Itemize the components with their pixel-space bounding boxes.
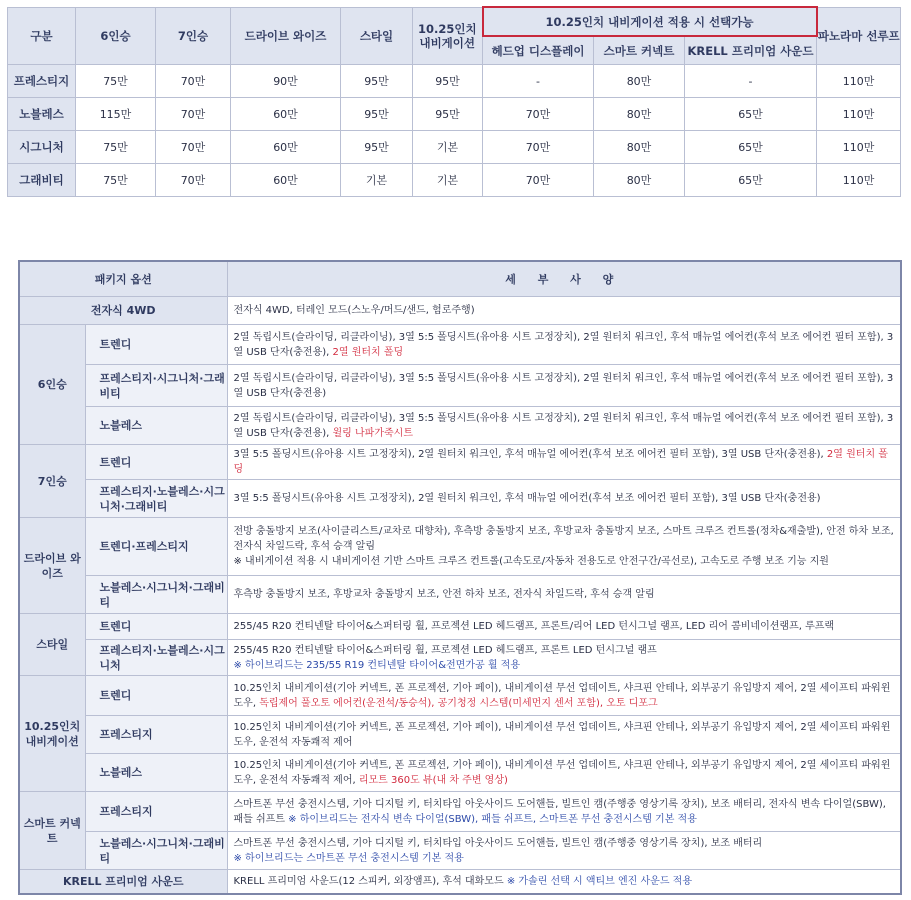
price-cell: 110만	[817, 131, 901, 164]
price-cell: 95만	[413, 98, 483, 131]
price-cell: 75만	[76, 131, 156, 164]
sub-label: 트렌디	[85, 676, 227, 716]
sub-detail: 255/45 R20 컨티넨탈 타이어&스퍼터링 휠, 프로젝션 LED 헤드램프, 프론트 LED 턴시그널 램프 ※ 하이브리드는 235/55 R19 컨티넨탈 타이어&전면가공 휠 적용	[227, 640, 901, 676]
sub-detail: 255/45 R20 컨티넨탈 타이어&스퍼터링 휠, 프로젝션 LED 헤드램프, 프론트/리어 LED 턴시그널 램프, LED 리어 콤비네이션램프, 루프랙	[227, 614, 901, 640]
trim-label: 시그니처	[8, 131, 76, 164]
group-label-7seat: 7인승	[19, 445, 85, 518]
sub-label: 노블레스	[85, 754, 227, 792]
header-hud: 헤드업 디스플레이	[483, 36, 594, 65]
sub-detail: 10.25인치 내비게이션(기아 커넥트, 폰 프로젝션, 기아 페이), 내비게이션 무선 업데이트, 샤크핀 안테나, 외부공기 유입방지 제어, 2열 세이프티 파워윈도우, 운전석 자동쾌적 제어	[227, 716, 901, 754]
price-cell: 70만	[156, 98, 231, 131]
sub-detail: 3열 5:5 폴딩시트(유아용 시트 고정장치), 2열 원터치 워크인, 후석 매뉴얼 에어컨(후석 보조 에어컨 필터 포함), 3열 USB 단자(충전용)	[227, 480, 901, 518]
header-navi-selectable-group: 10.25인치 내비게이션 적용 시 선택가능	[483, 7, 817, 36]
price-cell: 기본	[413, 131, 483, 164]
price-cell: 95만	[341, 65, 413, 98]
table-row	[8, 131, 901, 164]
sub-label: 트렌디	[85, 614, 227, 640]
price-cell: 70만	[483, 98, 594, 131]
price-cell: 95만	[341, 98, 413, 131]
row-label-krell: KRELL 프리미엄 사운드	[19, 870, 227, 894]
header-category: 구분	[8, 7, 76, 65]
price-cell: 80만	[594, 65, 685, 98]
table-row	[8, 164, 901, 197]
price-cell: 70만	[483, 164, 594, 197]
row-label-awd: 전자식 4WD	[19, 297, 227, 325]
sub-detail: 스마트폰 무선 충전시스템, 기아 디지털 키, 터치타입 아웃사이드 도어핸들, 빌트인 캠(주행중 영상기록 장치), 보조 배터리, 전자식 변속 다이얼(SBW), 패들 쉬프트 ※ 하이브리드는 전자식 변속 다이얼(SBW), 패들 쉬프트, 스마트폰 무선 충전시스템 기본 적용	[227, 792, 901, 832]
price-cell: 60만	[231, 164, 341, 197]
group-label-smart-connect: 스마트 커넥트	[19, 792, 85, 870]
price-cell: 70만	[483, 131, 594, 164]
price-cell: 110만	[817, 65, 901, 98]
trim-label: 노블레스	[8, 98, 76, 131]
header-package-option: 패키지 옵션	[19, 261, 227, 297]
price-cell: 기본	[341, 164, 413, 197]
price-cell: 60만	[231, 131, 341, 164]
price-cell: 70만	[156, 164, 231, 197]
price-cell: 80만	[594, 98, 685, 131]
sub-detail: 후측방 충돌방지 보조, 후방교차 충돌방지 보조, 안전 하차 보조, 전자식 차일드락, 후석 승객 알림	[227, 576, 901, 614]
sub-label: 노블레스·시그니처·그래비티	[85, 832, 227, 870]
price-cell: 60만	[231, 98, 341, 131]
sub-label: 프레스티지	[85, 792, 227, 832]
table-row	[8, 98, 901, 131]
header-smart-connect: 스마트 커넥트	[594, 36, 685, 65]
option-price-table	[7, 6, 901, 197]
price-cell: 95만	[413, 65, 483, 98]
group-label-6seat: 6인승	[19, 325, 85, 445]
price-cell: 95만	[341, 131, 413, 164]
row-detail-awd: 전자식 4WD, 터레인 모드(스노우/머드/샌드, 험로주행)	[227, 297, 901, 325]
price-cell: 75만	[76, 164, 156, 197]
price-cell: 75만	[76, 65, 156, 98]
sub-label: 트렌디·프레스티지	[85, 518, 227, 576]
sub-detail: 전방 충돌방지 보조(사이클리스트/교차로 대향차), 후측방 충돌방지 보조, 후방교차 충돌방지 보조, 스마트 크루즈 컨트롤(정차&재출발), 안전 하차 보조, 전자식 차일드락, 후석 승객 알림 ※ 내비게이션 적용 시 내비게이션 기반 스마트 크루즈 컨트롤(고속도로/자동차 전용도로 안전구간/곡선로), 고속도로 주행 보조 기능 지원	[227, 518, 901, 576]
sub-label: 프레스티지	[85, 716, 227, 754]
sub-detail: 10.25인치 내비게이션(기아 커넥트, 폰 프로젝션, 기아 페이), 내비게이션 무선 업데이트, 샤크핀 안테나, 외부공기 유입방지 제어, 2열 세이프티 파워윈도우, 독립제어 풀오토 에어컨(운전석/동승석), 공기청정 시스템(미세먼지 센서 포함), 오토 디포그	[227, 676, 901, 716]
sub-label: 프레스티지·노블레스·시그니처·그래비티	[85, 480, 227, 518]
price-cell: 110만	[817, 164, 901, 197]
price-cell: 65만	[685, 98, 817, 131]
package-detail-table	[18, 260, 902, 895]
sub-detail: 10.25인치 내비게이션(기아 커넥트, 폰 프로젝션, 기아 페이), 내비게이션 무선 업데이트, 샤크핀 안테나, 외부공기 유입방지 제어, 2열 세이프티 파워윈도우, 운전석 자동쾌적 제어, 리모트 360도 뷰(내 차 주변 영상)	[227, 754, 901, 792]
header-drive-wise: 드라이브 와이즈	[231, 7, 341, 65]
header-panorama-sunroof: 파노라마 선루프	[817, 7, 901, 65]
sub-label: 노블레스·시그니처·그래비티	[85, 576, 227, 614]
header-detail-spec: 세 부 사 양	[227, 261, 901, 297]
header-krell: KRELL 프리미엄 사운드	[685, 36, 817, 65]
header-navigation: 10.25인치 내비게이션	[413, 7, 483, 65]
price-cell: 80만	[594, 131, 685, 164]
price-cell: 115만	[76, 98, 156, 131]
group-label-navigation: 10.25인치 내비게이션	[19, 676, 85, 792]
price-cell: 65만	[685, 164, 817, 197]
sub-detail: 2열 독립시트(슬라이딩, 리클라이닝), 3열 5:5 폴딩시트(유아용 시트 고정장치), 2열 원터치 워크인, 후석 매뉴얼 에어컨(후석 보조 에어컨 필터 포함), 3열 USB 단자(충전용), 윌링 나파가죽시트	[227, 407, 901, 445]
price-cell: 110만	[817, 98, 901, 131]
sub-label: 트렌디	[85, 325, 227, 365]
header-style: 스타일	[341, 7, 413, 65]
trim-label: 프레스티지	[8, 65, 76, 98]
price-cell: 기본	[413, 164, 483, 197]
price-cell: 70만	[156, 131, 231, 164]
sub-detail: 스마트폰 무선 충전시스템, 기아 디지털 키, 터치타입 아웃사이드 도어핸들, 빌트인 캠(주행중 영상기록 장치), 보조 배터리 ※ 하이브리드는 스마트폰 무선 충전시스템 기본 적용	[227, 832, 901, 870]
header-6seat: 6인승	[76, 7, 156, 65]
sub-label: 프레스티지·노블레스·시그니처	[85, 640, 227, 676]
row-detail-krell: KRELL 프리미엄 사운드(12 스피커, 외장앰프), 후석 대화모드 ※ 가솔린 선택 시 액티브 엔진 사운드 적용	[227, 870, 901, 894]
group-label-style: 스타일	[19, 614, 85, 676]
group-label-drive-wise: 드라이브 와이즈	[19, 518, 85, 614]
trim-label: 그래비티	[8, 164, 76, 197]
header-7seat: 7인승	[156, 7, 231, 65]
price-cell: 65만	[685, 131, 817, 164]
sub-label: 프레스티지·시그니처·그래비티	[85, 365, 227, 407]
sub-detail: 3열 5:5 폴딩시트(유아용 시트 고정장치), 2열 원터치 워크인, 후석 매뉴얼 에어컨(후석 보조 에어컨 필터 포함), 3열 USB 단자(충전용), 2열 원터치 폴딩	[227, 445, 901, 480]
price-cell: -	[483, 65, 594, 98]
price-cell: -	[685, 65, 817, 98]
sub-detail: 2열 독립시트(슬라이딩, 리클라이닝), 3열 5:5 폴딩시트(유아용 시트 고정장치), 2열 원터치 워크인, 후석 매뉴얼 에어컨(후석 보조 에어컨 필터 포함), 3열 USB 단자(충전용)	[227, 365, 901, 407]
price-cell: 70만	[156, 65, 231, 98]
price-cell: 90만	[231, 65, 341, 98]
table-row	[8, 65, 901, 98]
sub-detail: 2열 독립시트(슬라이딩, 리클라이닝), 3열 5:5 폴딩시트(유아용 시트 고정장치), 2열 원터치 워크인, 후석 매뉴얼 에어컨(후석 보조 에어컨 필터 포함), 3열 USB 단자(충전용), 2열 원터치 폴딩	[227, 325, 901, 365]
price-cell: 80만	[594, 164, 685, 197]
sub-label: 트렌디	[85, 445, 227, 480]
sub-label: 노블레스	[85, 407, 227, 445]
